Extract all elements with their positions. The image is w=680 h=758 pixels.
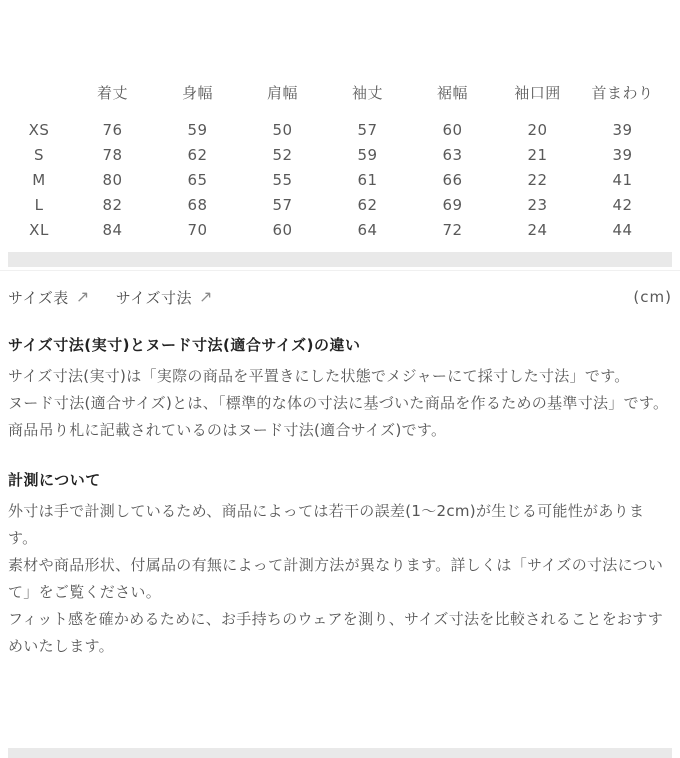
table-cell: 72 bbox=[442, 220, 463, 239]
table-cell: 76 bbox=[102, 120, 123, 139]
table-cell: 84 bbox=[102, 220, 123, 239]
table-cell: 44 bbox=[612, 220, 633, 239]
table-cell: 39 bbox=[612, 120, 633, 139]
table-cell: 59 bbox=[357, 145, 378, 164]
section-heading: 計測について bbox=[8, 471, 101, 489]
page-bottom-divider bbox=[8, 748, 672, 758]
external-link-arrow-icon: ↗ bbox=[75, 287, 90, 306]
table-row-l bbox=[8, 192, 672, 217]
size-chart-link[interactable] bbox=[8, 287, 90, 308]
table-bottom-divider bbox=[8, 252, 672, 267]
section-paragraph: フィット感を確かめるために、お手持ちのウェアを測り、サイズ寸法を比較されることをおすすめいたします。 bbox=[8, 610, 664, 655]
size-label: S bbox=[33, 145, 45, 164]
size-chart-link-label: サイズ表 bbox=[8, 288, 69, 307]
table-cell: 63 bbox=[442, 145, 463, 164]
table-cell: 20 bbox=[527, 120, 548, 139]
size-label: XS bbox=[28, 120, 50, 139]
column-header-hem-width: 裾幅 bbox=[436, 83, 468, 102]
table-cell: 78 bbox=[102, 145, 123, 164]
table-cell: 64 bbox=[357, 220, 378, 239]
section-paragraph: ヌード寸法(適合サイズ)とは、「標準的な体の寸法に基づいた商品を作るための基準寸法」です。 bbox=[8, 394, 669, 412]
table-cell: 66 bbox=[442, 170, 463, 189]
table-cell: 23 bbox=[527, 195, 548, 214]
size-label: L bbox=[34, 195, 44, 214]
table-links-row bbox=[8, 285, 672, 309]
size-label: XL bbox=[29, 220, 49, 239]
table-cell: 59 bbox=[187, 120, 208, 139]
table-cell: 21 bbox=[527, 145, 548, 164]
size-measurement-link-label: サイズ寸法 bbox=[115, 288, 193, 307]
table-cell: 62 bbox=[187, 145, 208, 164]
table-cell: 57 bbox=[272, 195, 293, 214]
table-row-s bbox=[8, 142, 672, 167]
table-cell: 55 bbox=[272, 170, 293, 189]
external-link-arrow-icon: ↗ bbox=[199, 287, 213, 306]
section-paragraph: 外寸は手で計測しているため、商品によっては若干の誤差(1〜2cm)が生じる可能性があります。 bbox=[8, 502, 645, 547]
table-cell: 41 bbox=[612, 170, 633, 189]
section-paragraph: 商品吊り札に記載されているのはヌード寸法(適合サイズ)です。 bbox=[8, 421, 447, 439]
table-cell: 60 bbox=[442, 120, 463, 139]
table-row-m bbox=[8, 167, 672, 192]
column-header-sleeve-length: 袖丈 bbox=[351, 83, 383, 102]
column-header-shoulder-width: 肩幅 bbox=[266, 83, 298, 102]
size-table-header-row bbox=[8, 78, 672, 106]
column-header-body-length: 着丈 bbox=[96, 83, 128, 102]
size-table bbox=[8, 78, 672, 242]
table-cell: 65 bbox=[187, 170, 208, 189]
table-cell: 70 bbox=[187, 220, 208, 239]
table-cell: 69 bbox=[442, 195, 463, 214]
thin-divider-line bbox=[0, 270, 680, 271]
table-cell: 39 bbox=[612, 145, 633, 164]
table-cell: 57 bbox=[357, 120, 378, 139]
table-cell: 82 bbox=[102, 195, 123, 214]
column-header-cuff-circumference: 袖口囲 bbox=[514, 83, 561, 102]
section-paragraph: 素材や商品形状、付属品の有無によって計測方法が異なります。詳しくは「サイズの寸法について」をご覧ください。 bbox=[8, 556, 664, 601]
section-heading: サイズ寸法(実寸)とヌード寸法(適合サイズ)の違い bbox=[8, 336, 361, 354]
table-row-xs bbox=[8, 117, 672, 142]
table-cell: 42 bbox=[612, 195, 633, 214]
column-header-neck-circumference: 首まわり bbox=[591, 83, 654, 102]
table-cell: 22 bbox=[527, 170, 548, 189]
table-cell: 62 bbox=[357, 195, 378, 214]
table-row-xl bbox=[8, 217, 672, 242]
column-header-body-width: 身幅 bbox=[181, 83, 213, 102]
size-measurement-link[interactable] bbox=[116, 287, 213, 308]
size-label: M bbox=[32, 170, 46, 189]
table-cell: 68 bbox=[187, 195, 208, 214]
section-measurement bbox=[8, 469, 672, 660]
table-cell: 61 bbox=[357, 170, 378, 189]
table-cell: 60 bbox=[272, 220, 293, 239]
table-cell: 80 bbox=[102, 170, 123, 189]
unit-label: (cm) bbox=[633, 288, 672, 306]
section-paragraph: サイズ寸法(実寸)は「実際の商品を平置きにした状態でメジャーにて採寸した寸法」です。 bbox=[8, 367, 630, 385]
section-size-definition bbox=[8, 334, 672, 444]
table-cell: 24 bbox=[527, 220, 548, 239]
table-cell: 52 bbox=[272, 145, 293, 164]
table-cell: 50 bbox=[272, 120, 293, 139]
